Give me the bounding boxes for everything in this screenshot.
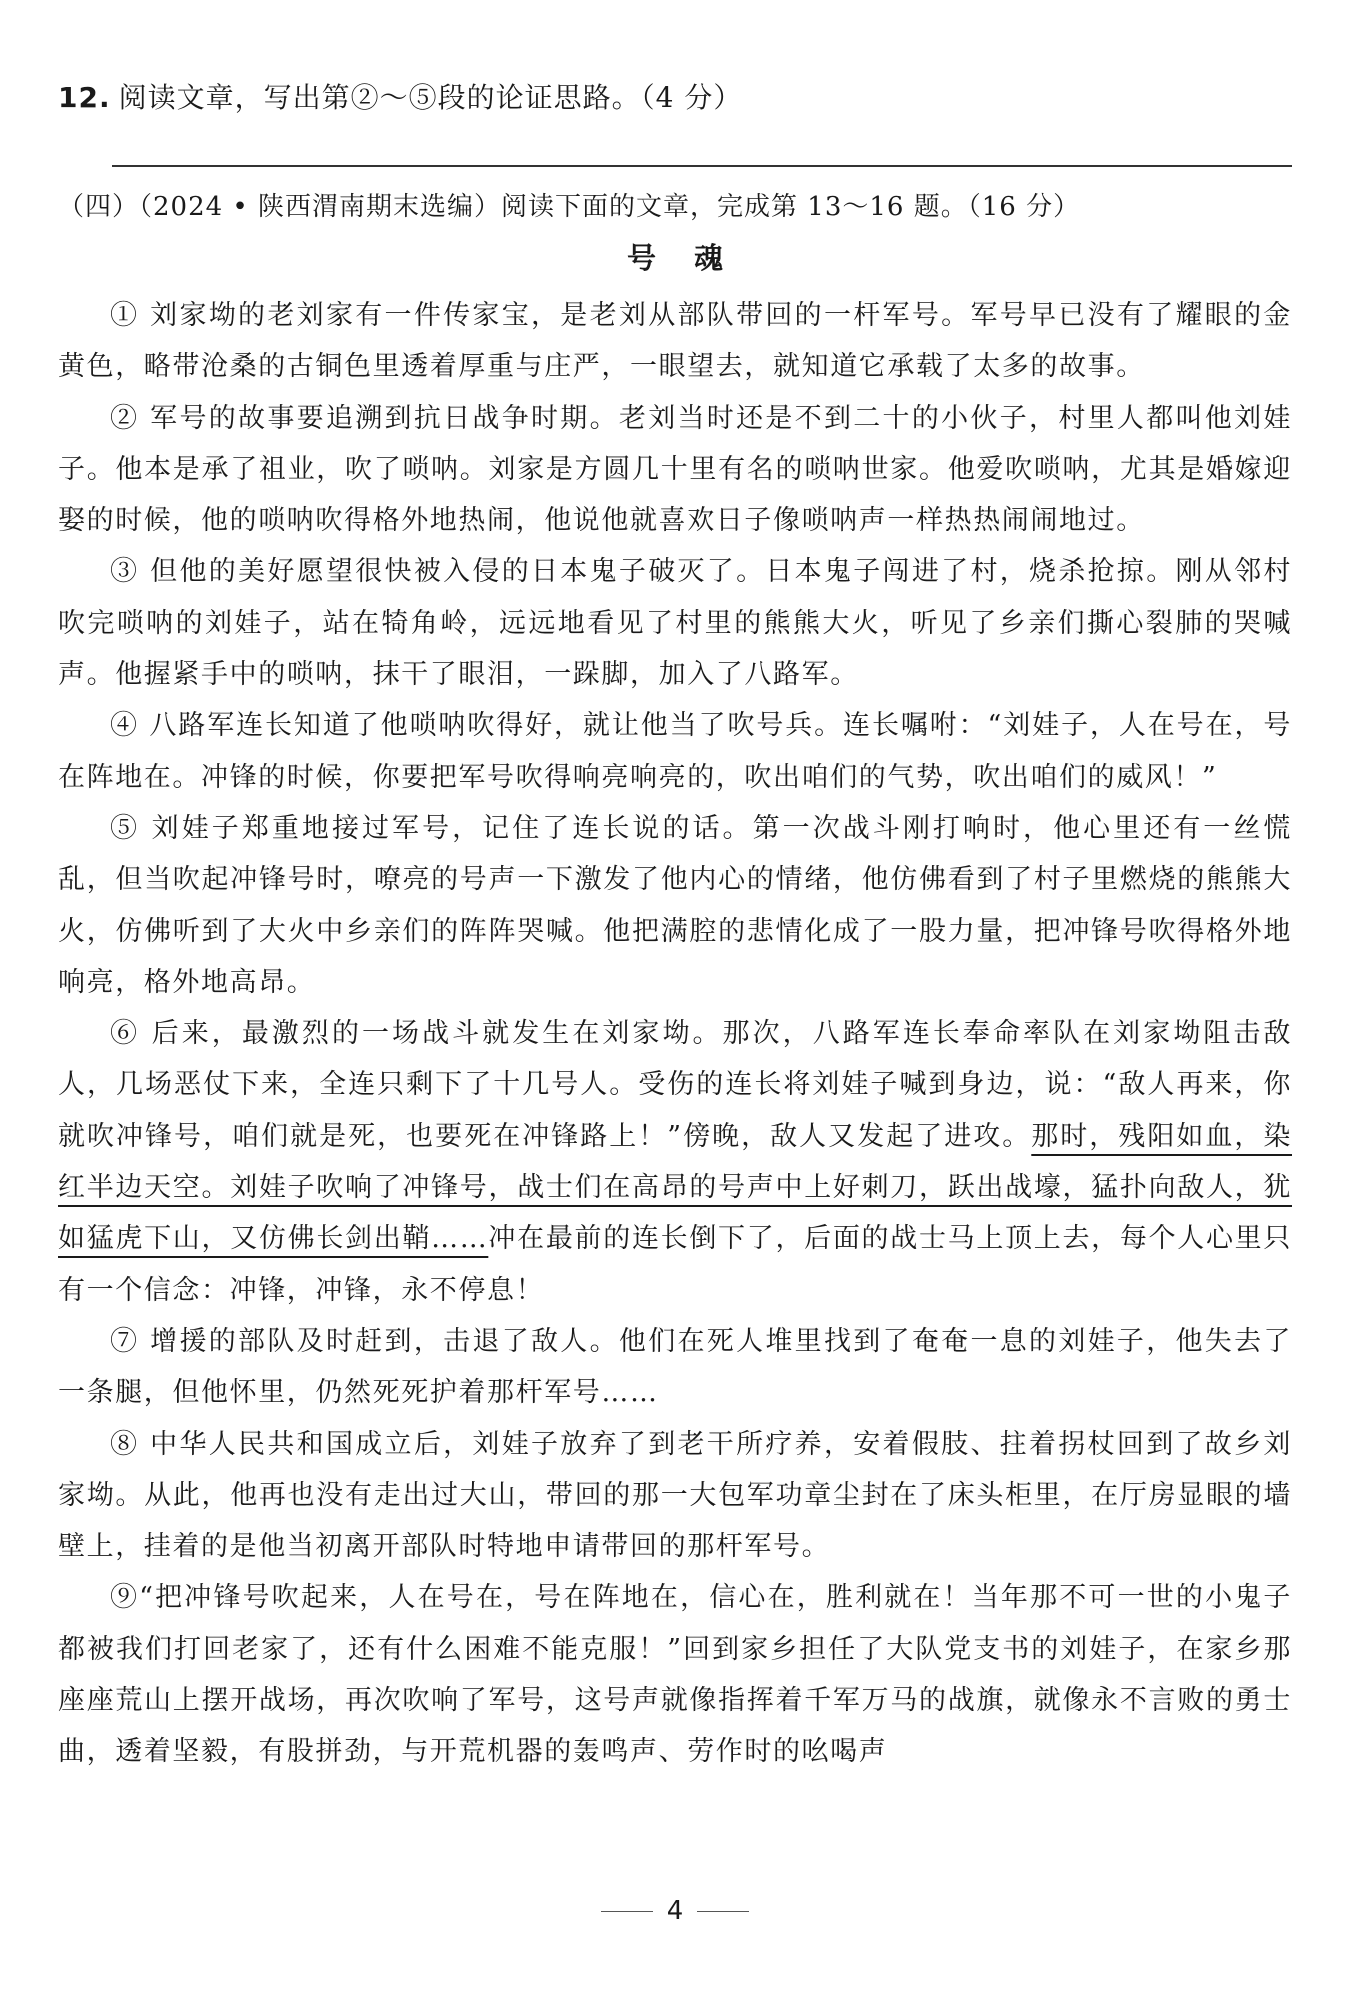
question-number: 12. bbox=[58, 81, 111, 114]
paragraph-7: ⑦ 增援的部队及时赶到，击退了敌人。他们在死人堆里找到了奄奄一息的刘娃子，他失去了一条腿，但他怀里，仍然死死护着那杆军号…… bbox=[58, 1325, 1292, 1409]
paragraph-6-underlined-passage: 那时，残阳如血，染红半边天空。刘娃子吹响了冲锋号，战士们在高昂的号声中上好刺刀，跃出战壕，猛扑向敌人，犹如猛虎下山，又仿佛长剑出鞘…… bbox=[58, 1120, 1292, 1255]
question-text: 阅读文章，写出第②～⑤段的论证思路。（4 分） bbox=[118, 81, 743, 114]
section-intro: （四）（2024 • 陕西渭南期末选编）阅读下面的文章，完成第 13～16 题。（16 分） bbox=[58, 192, 1081, 222]
paragraph-6 bbox=[58, 1008, 1292, 1316]
paragraph-8: ⑧ 中华人民共和国成立后，刘娃子放弃了到老干所疗养，安着假肢、拄着拐杖回到了故乡刘家坳。从此，他再也没有走出过大山，带回的那一大包军功章尘封在了床头柜里，在厅房显眼的墙壁上，挂着的是他当初离开部队时特地申请带回的那杆军号。 bbox=[58, 1428, 1292, 1563]
paragraph-2: ② 军号的故事要追溯到抗日战争时期。老刘当时还是不到二十的小伙子，村里人都叫他刘娃子。他本是承了祖业，吹了唢呐。刘家是方圆几十里有名的唢呐世家。他爱吹唢呐，尤其是婚嫁迎娶的时候，他的唢呐吹得格外地热闹，他说他就喜欢日子像唢呐声一样热热闹闹地过。 bbox=[58, 402, 1292, 537]
paragraph-6-part-1: ⑥ 后来，最激烈的一场战斗就发生在刘家坳。那次，八路军连长奉命率队在刘家坳阻击敌人，几场恶仗下来，全连只剩下了十几号人。受伤的连长将刘娃子喊到身边，说：“敌人再来，你就吹冲锋号，咱们就是死，也要死在冲锋路上！”傍晚，敌人又发起了进攻。 bbox=[58, 1018, 1292, 1152]
article-body bbox=[58, 290, 1292, 1778]
paragraph-6-part-2: 冲在最前的连长倒下了，后面的战士马上顶上去，每个人心里只有一个信念：冲锋，冲锋，永不停息！ bbox=[58, 1223, 1292, 1306]
paragraph-3: ③ 但他的美好愿望很快被入侵的日本鬼子破灭了。日本鬼子闯进了村，烧杀抢掠。刚从邻村吹完唢呐的刘娃子，站在犄角岭，远远地看见了村里的熊熊大火，听见了乡亲们撕心裂肺的哭喊声。他握紧手中的唢呐，抹干了眼泪，一跺脚，加入了八路军。 bbox=[58, 556, 1292, 691]
paragraph-4: ④ 八路军连长知道了他唢呐吹得好，就让他当了吹号兵。连长嘱咐：“刘娃子，人在号在，号在阵地在。冲锋的时候，你要把军号吹得响亮响亮的，吹出咱们的气势，吹出咱们的威风！” bbox=[58, 710, 1292, 793]
article-title: 号魂 bbox=[626, 241, 761, 275]
paragraph-9: ⑨“把冲锋号吹起来，人在号在，号在阵地在，信心在，胜利就在！当年那不可一世的小鬼子都被我们打回老家了，还有什么困难不能克服！”回到家乡担任了大队党支书的刘娃子，在家乡那座座荒山上摆开战场，再次吹响了军号，这号声就像指挥着千军万马的战旗，就像永不言败的勇士曲，透着坚毅，有股拼劲，与开荒机器的轰鸣声、劳作时的吆喝声 bbox=[58, 1582, 1292, 1768]
page-footer bbox=[0, 1896, 1350, 1926]
question-12 bbox=[58, 76, 742, 116]
answer-line bbox=[112, 165, 1292, 167]
footer-rule-right bbox=[697, 1911, 749, 1912]
paragraph-1: ① 刘家坳的老刘家有一件传家宝，是老刘从部队带回的一杆军号。军号早已没有了耀眼的金黄色，略带沧桑的古铜色里透着厚重与庄严，一眼望去，就知道它承载了太多的故事。 bbox=[58, 300, 1292, 383]
footer-rule-left bbox=[601, 1911, 653, 1912]
paragraph-5: ⑤ 刘娃子郑重地接过军号，记住了连长说的话。第一次战斗刚打响时，他心里还有一丝慌乱，但当吹起冲锋号时，嘹亮的号声一下激发了他内心的情绪，他仿佛看到了村子里燃烧的熊熊大火，仿佛听到了大火中乡亲们的阵阵哭喊。他把满腔的悲情化成了一股力量，把冲锋号吹得格外地响亮，格外地高昂。 bbox=[58, 812, 1292, 998]
page-number: 4 bbox=[666, 1896, 684, 1926]
